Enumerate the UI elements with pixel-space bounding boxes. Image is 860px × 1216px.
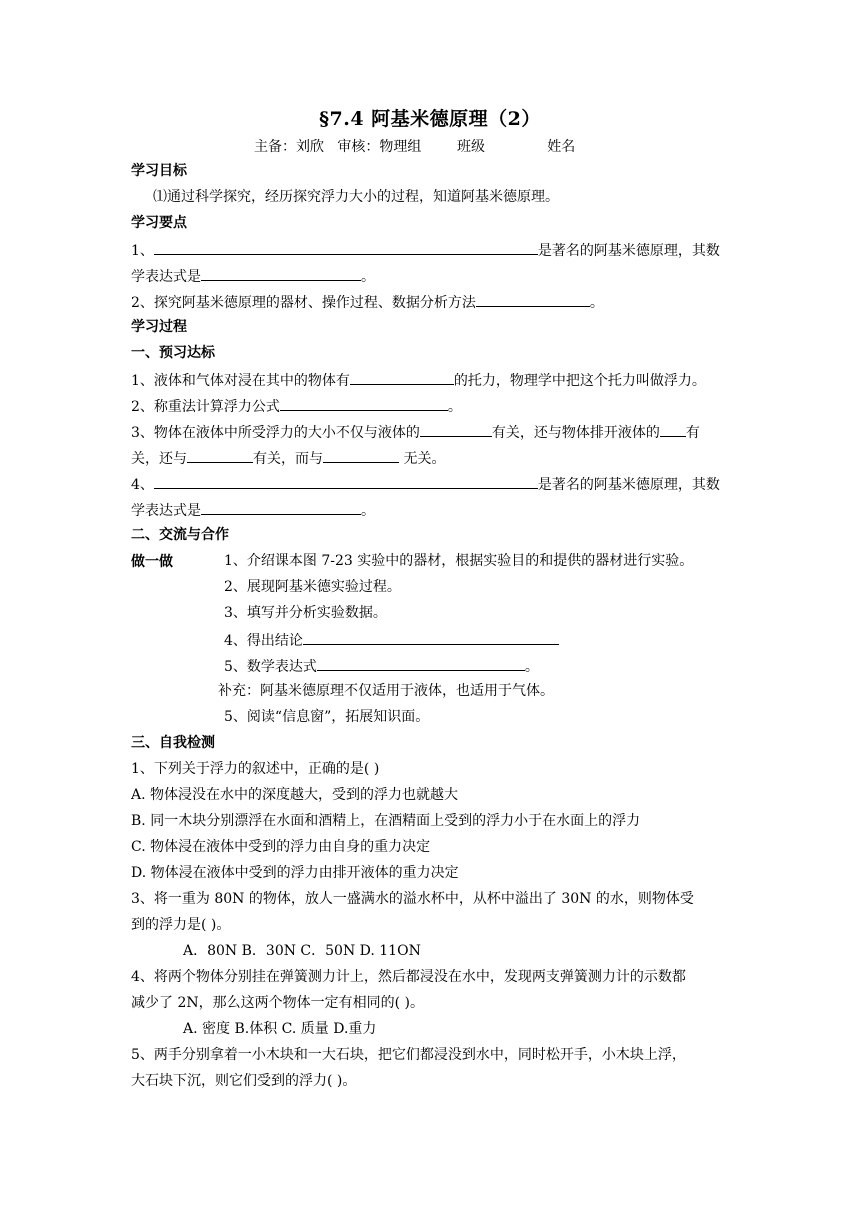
fill-blank[interactable] (476, 291, 590, 307)
preview-item-1-text: 1、液体和气体对浸在其中的物体有 (131, 373, 350, 389)
fill-blank[interactable] (303, 629, 559, 645)
question-3-line2: 到的浮力是( )。 (131, 917, 231, 933)
preview-item-4-number: 4、 (131, 477, 154, 493)
fill-blank[interactable] (187, 447, 253, 463)
preview-item-2-text: 2、称重法计算浮力公式 (131, 399, 280, 415)
question-4-line1: 4、将两个物体分别挂在弹簧测力计上，然后都浸没在水中，发现两支弹簧测力计的示数都 (131, 969, 686, 985)
preview-item-4-line2 (131, 499, 375, 521)
key-point-2-end: 。 (589, 295, 604, 311)
preview-item-3-end: 有 (685, 425, 700, 441)
fill-blank[interactable] (317, 655, 525, 671)
question-5-line2: 大石块下沉，则它们受到的浮力( )。 (131, 1073, 357, 1089)
key-point-2 (131, 291, 604, 313)
question-1-option-c: C. 物体浸在液体中受到的浮力由自身的重力决定 (131, 839, 431, 855)
question-1-option-a: A. 物体浸没在水中的深度越大，受到的浮力也就越大 (131, 787, 459, 803)
author-line: 主备：刘欣 审核：物理组 班级 姓名 (254, 139, 576, 155)
preview-item-1 (131, 369, 706, 391)
key-point-2-text: 2、探究阿基米德原理的器材、操作过程、数据分析方法 (131, 295, 476, 311)
activity-item-5 (224, 655, 539, 677)
question-1-option-b: B. 同一木块分别漂浮在水面和酒精上，在酒精面上受到的浮力小于在水面上的浮力 (131, 813, 641, 829)
question-5-line1: 5、两手分别拿着一小木块和一大石块，把它们都浸没到水中，同时松开手，小木块上浮， (131, 1047, 686, 1063)
activity-item-5-text: 5、数学表达式 (224, 659, 317, 675)
fill-blank[interactable] (660, 421, 686, 437)
fill-blank[interactable] (350, 369, 454, 385)
fill-blank[interactable] (201, 265, 361, 281)
preview-item-2 (131, 395, 462, 417)
preview-item-3-cont: 关，还与 (131, 451, 187, 467)
key-point-1-number: 1、 (131, 243, 154, 259)
preview-item-4-end: 。 (361, 503, 375, 519)
activity-item-3: 3、填写并分析实验数据。 (224, 605, 387, 621)
preview-item-4-line1 (131, 473, 720, 495)
key-point-1-line2 (131, 265, 375, 287)
question-3-line1: 3、将一重为 80N 的物体，放人一盛满水的溢水杯中，从杯中溢出了 30N 的水，则物体受 (131, 891, 694, 907)
preview-item-3-line2 (131, 447, 445, 469)
section-learning-process: 学习过程 (131, 319, 187, 335)
activity-label: 做一做 (131, 554, 173, 570)
preview-item-4-formula-label: 学表达式是 (131, 503, 201, 519)
preview-item-1-rest: 的托力，物理学中把这个托力叫做浮力。 (453, 373, 706, 389)
activity-supplement: 补充：阿基米德原理不仅适用于液体，也适用于气体。 (218, 683, 554, 699)
goal-item-1: ⑴通过科学探究，经历探究浮力大小的过程，知道阿基米德原理。 (153, 189, 559, 205)
fill-blank[interactable] (420, 421, 492, 437)
preview-item-3-mid: 有关，还与物体排开液体的 (491, 425, 660, 441)
subsection-cooperation: 二、交流与合作 (131, 527, 229, 543)
activity-item-4 (224, 629, 559, 651)
question-3-options: A．80N B．30N C．50N D. 11ON (183, 943, 421, 959)
activity-item-2: 2、展现阿基米德实验过程。 (224, 579, 401, 595)
key-point-1-line1 (131, 239, 720, 261)
preview-item-4-text: 是著名的阿基米德原理，其数 (537, 477, 720, 493)
question-1: 1、下列关于浮力的叙述中，正确的是( ) (131, 761, 380, 777)
page-title: §7.4 阿基米德原理（2） (319, 108, 541, 130)
fill-blank[interactable] (154, 473, 538, 489)
fill-blank[interactable] (323, 447, 399, 463)
subsection-preview: 一、预习达标 (131, 345, 215, 361)
preview-item-3-text: 3、物体在液体中所受浮力的大小不仅与液体的 (131, 425, 420, 441)
fill-blank[interactable] (201, 499, 361, 515)
key-point-1-end: 。 (361, 269, 375, 285)
question-1-option-d: D. 物体浸在液体中受到的浮力由排开液体的重力决定 (131, 865, 459, 881)
activity-item-4-text: 4、得出结论 (224, 633, 303, 649)
activity-item-1: 1、介绍课本图 7-23 实验中的器材，根据实验目的和提供的器材进行实验。 (224, 553, 694, 569)
fill-blank[interactable] (154, 239, 538, 255)
section-learning-goals: 学习目标 (131, 163, 187, 179)
preview-item-2-end: 。 (447, 399, 462, 415)
activity-item-5-end: 。 (524, 659, 539, 675)
preview-item-3-end2: 无关。 (399, 451, 446, 467)
key-point-1-formula-label: 学表达式是 (131, 269, 201, 285)
subsection-self-check: 三、自我检测 (131, 735, 215, 751)
activity-item-6: 5、阅读“信息窗”，拓展知识面。 (224, 709, 430, 725)
fill-blank[interactable] (280, 395, 448, 411)
section-key-points: 学习要点 (131, 215, 187, 231)
key-point-1-text: 是著名的阿基米德原理，其数 (537, 243, 720, 259)
preview-item-3-line1 (131, 421, 700, 443)
question-4-options: A. 密度 B.体积 C. 质量 D.重力 (183, 1021, 377, 1037)
preview-item-3-cont2: 有关，而与 (253, 451, 323, 467)
question-4-line2: 减少了 2N，那么这两个物体一定有相同的( )。 (131, 995, 424, 1011)
